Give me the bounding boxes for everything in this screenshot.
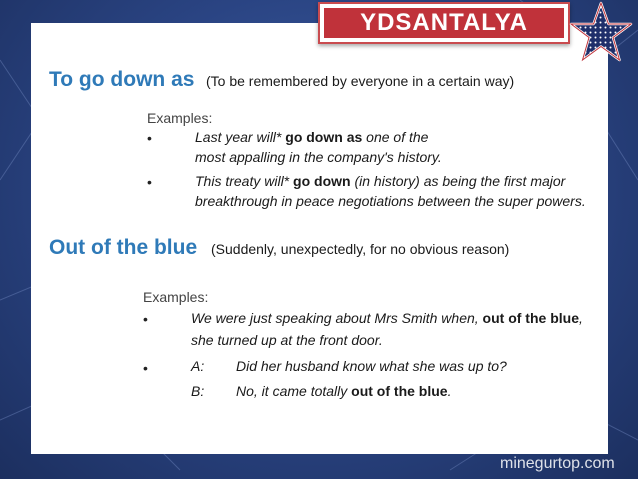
- idiom-heading-2: Out of the blue: [49, 236, 198, 259]
- bullet: •: [147, 174, 152, 190]
- example-line: most appalling in the company's history.: [195, 149, 442, 165]
- example-line: We were just speaking about Mrs Smith when, out of the blue,: [191, 310, 583, 326]
- slide-content: [31, 23, 608, 454]
- idiom-meaning-2: (Suddenly, unexpectedly, for no obvious reason): [211, 241, 510, 257]
- examples-label-2: Examples:: [143, 289, 209, 305]
- dialogue-speaker: A:: [191, 358, 205, 374]
- example-line: breakthrough in peace negotiations between the super powers.: [195, 193, 586, 209]
- dialogue-line: Did her husband know what she was up to?: [236, 358, 507, 374]
- example-line: Last year will* go down as one of the: [195, 129, 429, 145]
- idiom-meaning-1: (To be remembered by everyone in a certain way): [206, 73, 515, 89]
- bullet: •: [143, 360, 148, 376]
- dialogue-speaker: B:: [191, 383, 205, 399]
- star-icon: [568, 0, 634, 64]
- bullet: •: [147, 130, 152, 146]
- example-line: This treaty will* go down (in history) as being the first major: [195, 173, 566, 189]
- dialogue-line: No, it came totally out of the blue.: [236, 383, 452, 399]
- brand-name: YDSANTALYA: [324, 8, 564, 38]
- brand-banner: [318, 2, 570, 44]
- example-line: she turned up at the front door.: [191, 332, 383, 348]
- idiom-heading-1: To go down as: [49, 68, 195, 91]
- bullet: •: [143, 311, 148, 327]
- footer-site: minegurtop.com: [500, 455, 615, 472]
- examples-label-1: Examples:: [147, 110, 213, 126]
